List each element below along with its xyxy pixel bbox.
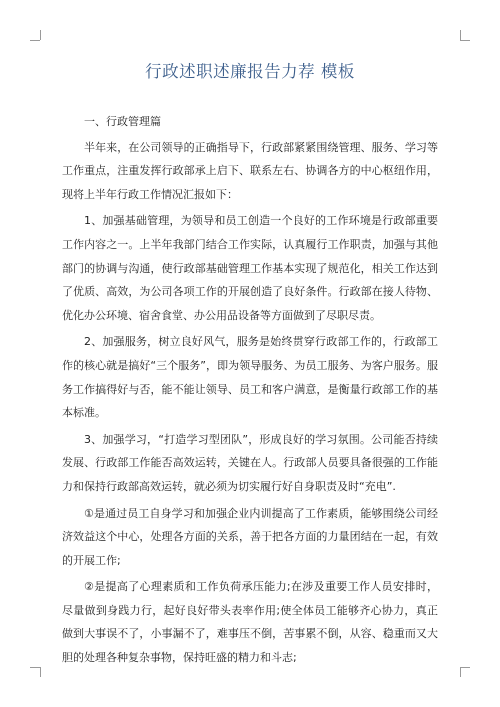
paragraph-item-2: 2、加强服务，树立良好风气，服务是始终贯穿行政部工作的，行政部工作的核心就是搞好“三个服务”，即为领导服务、为员工服务、为客户服务。服务工作搞得好与否，能不能让领导、员工和客户满意，是衡量行政部工作的基本标准。 xyxy=(62,335,438,420)
crop-mark-bottom-left-v xyxy=(40,667,41,677)
paragraph-subitem-2: ②是提高了心理素质和工作负荷承压能力;在涉及重要工作人员安排时，尽量做到身践力行，起好良好带头表率作用;使全体员工能够齐心协力，真正做到大事误不了，小事漏不了，难事压不倒，苦事累不倒，从容、稳重而又大胆的处理各种复杂事物，保持旺盛的精力和斗志; xyxy=(62,580,438,665)
section-heading: 一、行政管理篇 xyxy=(84,115,161,128)
crop-mark-top-left-v xyxy=(40,30,41,40)
paragraph-item-1: 1、加强基础管理，为领导和员工创造一个良好的工作环境是行政部重要工作内容之一。上半年我部门结合工作实际，认真履行工作职责，加强与其他部门的协调与沟通，使行政部基础管理工作基本实现了规范化，相关工作达到了优质、高效，为公司各项工作的开展创造了良好条件。行政部在接人待物、优化办公环境、宿舍食堂、办公用品设备等方面做到了尽职尽责。 xyxy=(62,214,438,322)
crop-mark-top-right-v xyxy=(460,30,461,40)
crop-mark-bottom-right-v xyxy=(460,667,461,677)
paragraph-intro: 半年来，在公司领导的正确指导下，行政部紧紧围绕管理、服务、学习等工作重点，注重发挥行政部承上启下、联系左右、协调各方的中心枢纽作用，现将上半年行政工作情况汇报如下： xyxy=(62,140,438,201)
crop-mark-bottom-left-h xyxy=(30,667,40,668)
crop-mark-bottom-right-h xyxy=(460,667,470,668)
crop-mark-top-right-h xyxy=(460,40,470,41)
paragraph-subitem-1: ①是通过员工自身学习和加强企业内训提高了工作素质，能够围绕公司经济效益这个中心，处理各方面的关系，善于把各方面的力量团结在一起，有效的开展工作; xyxy=(62,506,438,567)
crop-mark-top-left-h xyxy=(30,40,40,41)
document-title: 行政述职述廉报告力荐 模板 xyxy=(145,62,355,81)
document-body xyxy=(62,110,438,673)
paragraph-item-3: 3、加强学习，“打造学习型团队”，形成良好的学习氛围。公司能否持续发展、行政部工作能否高效运转，关键在人。行政部人员要具备很强的工作能力和保持行政部高效运转，就必须为切实履行好自身职责及时“充电”. xyxy=(62,432,438,493)
